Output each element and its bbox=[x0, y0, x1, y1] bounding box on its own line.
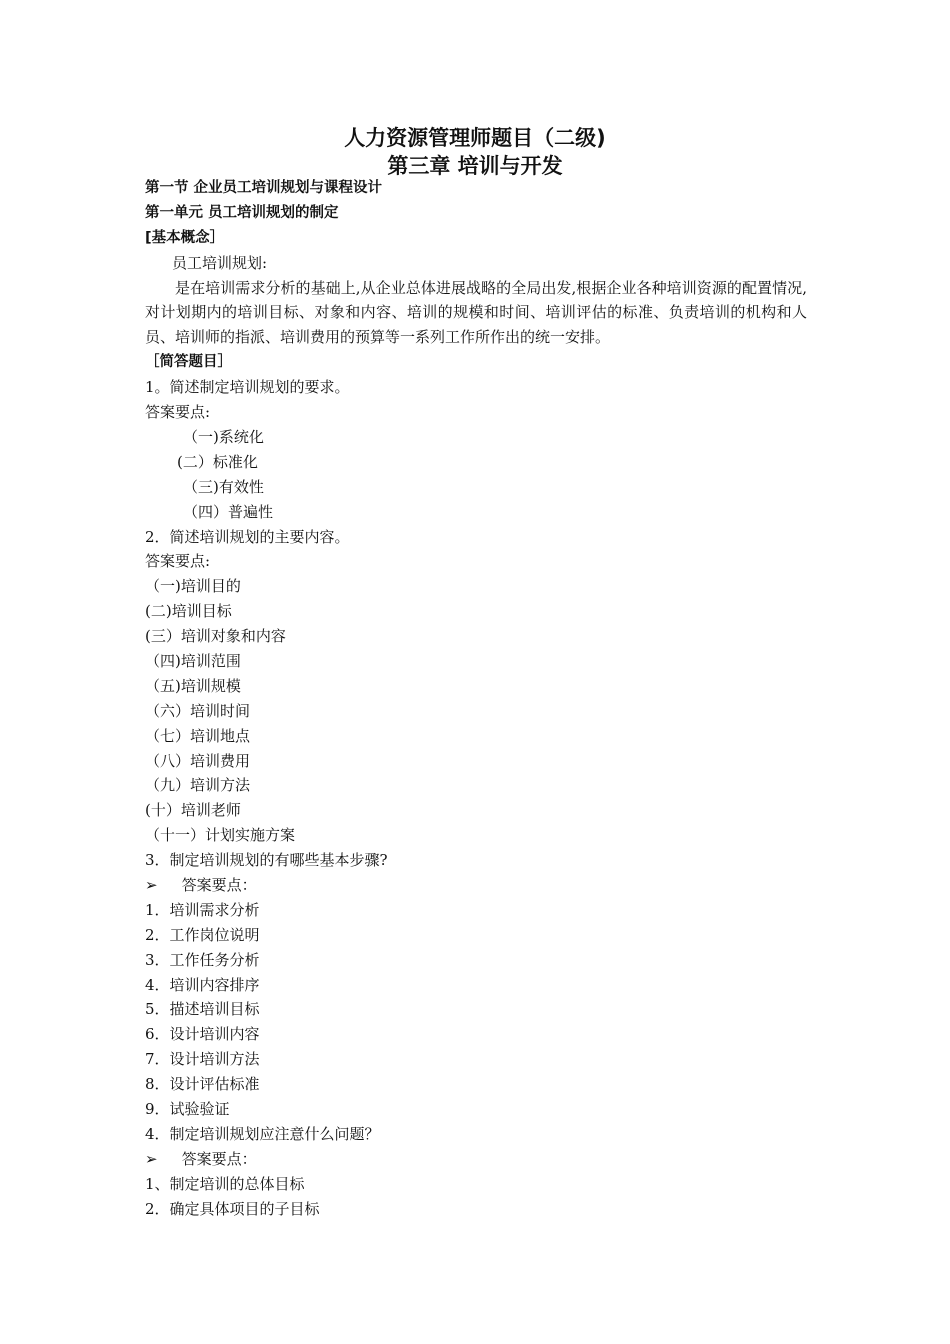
answer-label-bulleted bbox=[145, 873, 810, 898]
answer-label: 答案要点: bbox=[145, 552, 211, 571]
document-title: 人力资源管理师题目（二级) bbox=[344, 126, 606, 150]
basic-concept-heading: [基本概念］ bbox=[145, 229, 225, 246]
answer-label-text: 答案要点： bbox=[181, 1149, 257, 1168]
answer-label-text: 答案要点： bbox=[181, 875, 257, 894]
answer-label-bulleted bbox=[145, 1147, 810, 1172]
question-4: 4．制定培训规划应注意什么问题？ bbox=[145, 1124, 380, 1143]
answer-item: （一)系统化 bbox=[183, 427, 264, 446]
answer-item: （四)培训范围 bbox=[145, 651, 241, 670]
answer-item: （六）培训时间 bbox=[145, 701, 251, 720]
answer-item: （三)有效性 bbox=[183, 477, 264, 496]
answer-item: 3．工作任务分析 bbox=[145, 950, 260, 969]
question-3: 3．制定培训规划的有哪些基本步骤? bbox=[145, 851, 388, 870]
answer-item: 1、制定培训的总体目标 bbox=[145, 1174, 305, 1193]
answer-item: 4．培训内容排序 bbox=[145, 975, 260, 994]
arrow-bullet-icon: ➢ bbox=[145, 875, 158, 894]
answer-item: 8．设计评估标准 bbox=[145, 1075, 260, 1094]
answer-item: (十）培训老师 bbox=[145, 801, 241, 820]
arrow-bullet-icon: ➢ bbox=[145, 1149, 158, 1168]
answer-item: 2．确定具体项目的子目标 bbox=[145, 1199, 320, 1218]
chapter-title: 第三章 培训与开发 bbox=[387, 154, 563, 178]
document-body bbox=[145, 176, 810, 1221]
unit-heading: 第一单元 员工培训规划的制定 bbox=[145, 204, 339, 221]
answer-item: 1．培训需求分析 bbox=[145, 900, 260, 919]
answer-item: 2．工作岗位说明 bbox=[145, 925, 260, 944]
answer-item: （九）培训方法 bbox=[145, 776, 251, 795]
question-1: 1。简述制定培训规划的要求。 bbox=[145, 378, 350, 397]
short-answer-heading: ［简答题目］ bbox=[145, 354, 232, 371]
answer-item: (二）标准化 bbox=[177, 452, 258, 471]
answer-item: （七）培训地点 bbox=[145, 726, 251, 745]
answer-item: （五)培训规模 bbox=[145, 676, 241, 695]
concept-paragraph: 是在培训需求分析的基础上,从企业总体进展战略的全局出发,根据企业各种培训资源的配置情况,对计划期内的培训目标、对象和内容、培训的规模和时间、培训评估的标准、负责培训的机构和人员、培训师的指派、培训费用的预算等一系列工作所作出的统一安排。 bbox=[145, 278, 807, 347]
section-heading: 第一节 企业员工培训规划与课程设计 bbox=[145, 180, 383, 196]
answer-item: (三）培训对象和内容 bbox=[145, 627, 286, 646]
answer-item: （十一）计划实施方案 bbox=[145, 826, 296, 845]
answer-item: （八）培训费用 bbox=[145, 751, 251, 770]
answer-item: （一)培训目的 bbox=[145, 577, 241, 596]
question-2: 2．简述培训规划的主要内容。 bbox=[145, 527, 350, 546]
answer-label: 答案要点: bbox=[145, 403, 211, 422]
concept-term: 员工培训规划: bbox=[172, 253, 268, 272]
answer-item: （四）普遍性 bbox=[183, 502, 274, 521]
answer-item: (二)培训目标 bbox=[145, 602, 232, 621]
answer-item: 9．试验验证 bbox=[145, 1100, 230, 1118]
answer-item: 5．描述培训目标 bbox=[145, 1000, 260, 1019]
answer-item: 7．设计培训方法 bbox=[145, 1050, 260, 1069]
answer-item: 6．设计培训内容 bbox=[145, 1025, 260, 1044]
